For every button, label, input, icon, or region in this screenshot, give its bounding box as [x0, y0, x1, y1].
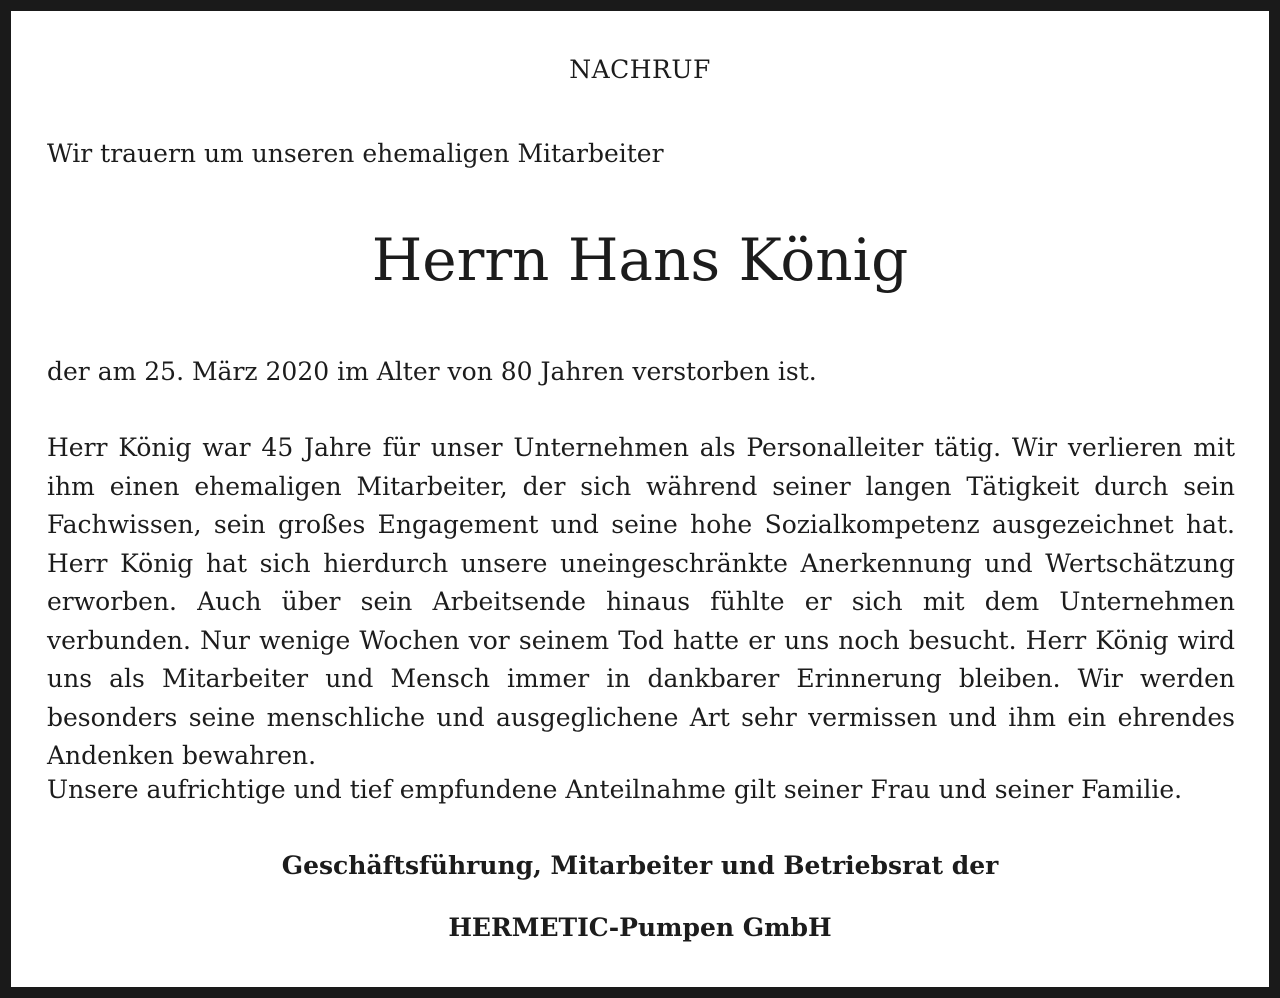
death-date-line: der am 25. März 2020 im Alter von 80 Jahren verstorben ist. — [47, 357, 817, 386]
intro-line: Wir trauern um unseren ehemaligen Mitarbeiter — [47, 139, 664, 168]
condolence-line: Unsere aufrichtige und tief empfundene Anteilnahme gilt seiner Frau und seiner Familie. — [47, 775, 1183, 804]
notice-heading: NACHRUF — [569, 55, 711, 84]
signature-organization: Geschäftsführung, Mitarbeiter und Betriebsrat der — [281, 851, 999, 880]
tribute-paragraph: Herr König war 45 Jahre für unser Unternehmen als Personalleiter tätig. Wir verlieren mit ihm einen ehemaligen Mitarbeiter, der sich während seiner langen Tätigkeit durch sein Fachwissen, sein großes Engagement und seine hohe Sozialkompetenz ausgezeichnet hat. Herr König hat sich hierdurch unsere uneingeschränkte Anerkennung und Wertschätzung erworben. Auch über sein Arbeitsende hinaus fühlte er sich mit dem Unternehmen verbunden. Nur wenige Wochen vor seinem Tod hatte er uns noch besucht. Herr König wird uns als Mitarbeiter und Mensch immer in dankbarer Erinnerung bleiben. Wir werden besonders seine menschliche und ausgeglichene Art sehr vermissen und ihm ein ehrendes Andenken bewahren. — [47, 433, 1235, 770]
signature-company: HERMETIC-Pumpen GmbH — [448, 913, 832, 942]
deceased-name: Herrn Hans König — [371, 226, 909, 294]
